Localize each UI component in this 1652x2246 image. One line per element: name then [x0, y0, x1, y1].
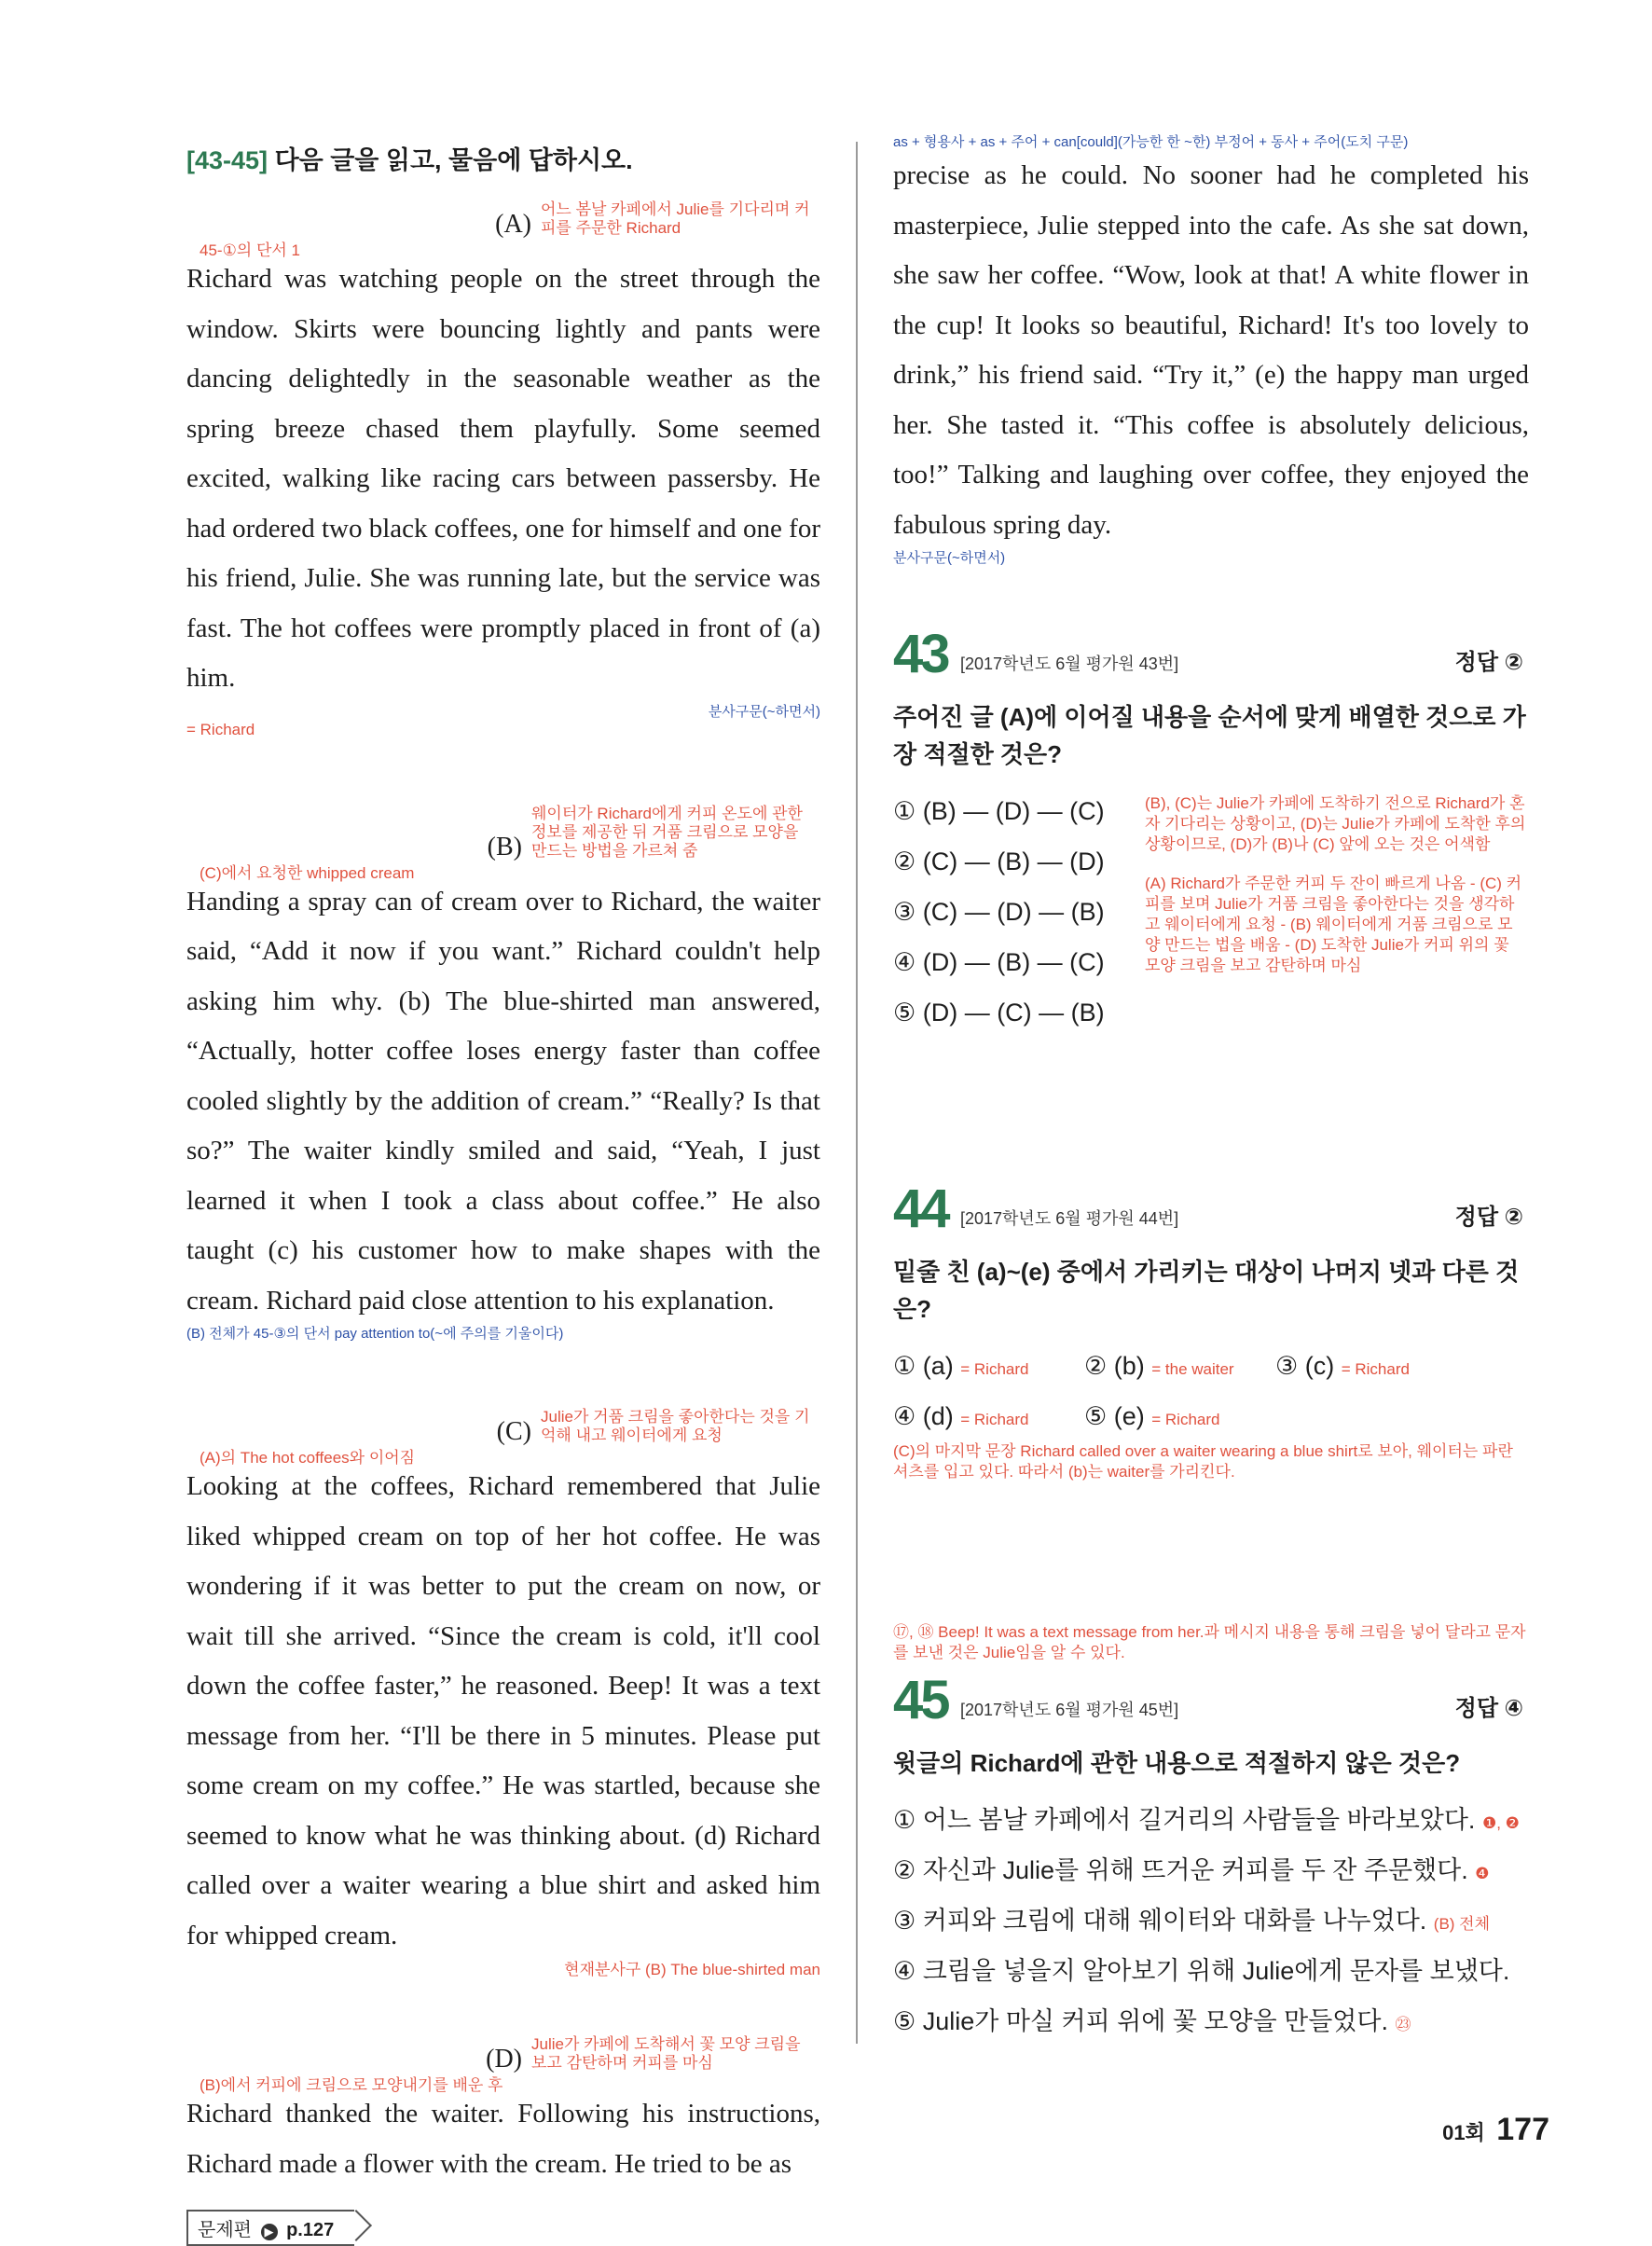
- ann-c1: (A)의 The hot coffees와 이어짐: [200, 1449, 416, 1467]
- ref-label: 문제편: [198, 2220, 252, 2240]
- ann-b10: (B) 전체가 45-③의 단서 pay attention to(~에 주의를 기울이다): [186, 1326, 564, 1342]
- ann-d8: 분사구문(~하면서): [893, 550, 1006, 566]
- q45-question: 윗글의 Richard에 관한 내용으로 적절하지 않은 것은?: [893, 1749, 1461, 1777]
- page-footer: [1442, 2112, 1549, 2148]
- text-d-right: precise as he could. No sooner had he completed his masterpiece, Julie stepped into the cafe. As she sat down, she saw her coffee. “Wow, look at that! A white flower in the cup! It looks so beautiful, Richard! It's too lovely to drink,” his friend said. “Try it,” (e) the happy man urged her. She tasted it. “This coffee is absolutely delicious, too!” Talking and laughing over coffee, they enjoyed the fabulous spring day.: [893, 160, 1529, 540]
- q44-number: 44: [893, 1178, 948, 1239]
- question-45: [893, 1669, 1529, 2046]
- q44-option-3[interactable]: ③ (c) = Richard: [1275, 1352, 1410, 1380]
- q45-option-3[interactable]: ③ 커피와 크림에 대해 웨이터와 대화를 나누었다. (B) 전체: [893, 1907, 1491, 1935]
- q43-option-3[interactable]: ③ (C) — (D) — (B): [893, 898, 1105, 926]
- instruction: 다음 글을 읽고, 물음에 답하시오.: [274, 146, 633, 174]
- q45-source: [2017학년도 6월 평가원 45번]: [960, 1701, 1179, 1719]
- note-d: Julie가 카페에 도착해서 꽃 모양 크림을 보고 감탄하며 커피를 마심: [531, 2035, 801, 2072]
- ann-d3: as + 형용사 + as + 주어 + can[could](가능한 한 ~한) 부정어 + 동사 + 주어(도치 구문): [893, 134, 1409, 150]
- text-d-left: Richard thanked the waiter. Following his instructions, Richard made a flower with the cream. He tried to be as: [186, 2099, 820, 2179]
- q43-note-2: (A) Richard가 주문한 커피 두 잔이 빠르게 나옴 - (C) 커피를 보며 Julie가 거품 크림을 좋아한다는 것을 생각하고 웨이터에게 요청 - (B) 웨이터에게 거품 크림으로 모양 만드는 법을 배움 - (D) 도착한 Julie가 커피 위의 꽃 모양 크림을 보고 감탄하며 마심: [1145, 875, 1522, 974]
- q43-note-1: (B), (C)는 Julie가 카페에 도착하기 전으로 Richard가 혼자 기다리는 상황이고, (D)는 Julie가 카페에 도착한 후의 상황이므로, (D)가 (B)나 (C) 앞에 오는 것은 어색함: [1145, 794, 1526, 853]
- paragraph-d-left: [186, 2035, 820, 2189]
- ann-b1: (C)에서 요청한 whipped cream: [200, 863, 415, 882]
- passage-heading: [186, 140, 820, 176]
- question-43: [893, 623, 1529, 1038]
- problem-reference[interactable]: [186, 2210, 354, 2246]
- question-range: [43-45]: [186, 146, 268, 174]
- ann-a8: = Richard: [186, 720, 255, 738]
- q44-option-2[interactable]: ② (b) = the waiter: [1084, 1352, 1234, 1380]
- q43-option-1[interactable]: ① (B) — (D) — (C): [893, 797, 1105, 825]
- q44-question: 밑줄 친 (a)~(e) 중에서 가리키는 대상이 나머지 넷과 다른 것은?: [893, 1258, 1520, 1323]
- text-a: Richard was watching people on the street through the window. Skirts were bouncing lightly and pants were dancing delightedly in the seasonable weather as the spring breeze chased them playfully. Some seemed excited, walking like racing cars between passersby. He had ordered two black coffees, one for himself and one for his friend, Julie. She was running late, but the service was fast. The hot coffees were promptly placed in front of (a) him.: [186, 264, 820, 693]
- arrow-right-icon: ▶: [261, 2224, 278, 2240]
- round-label: 01회: [1442, 2121, 1485, 2144]
- q44-answer: 정답 ②: [1454, 1205, 1523, 1230]
- paragraph-a: [186, 200, 820, 739]
- note-a: 어느 봄날 카페에서 Julie를 기다리며 커피를 주문한 Richard: [541, 200, 810, 237]
- q44-note: (C)의 마지막 문장 Richard called over a waiter wearing a blue shirt로 보아, 웨이터는 파란 셔츠를 입고 있다. 따라서 (b)는 waiter를 가리킨다.: [893, 1442, 1513, 1481]
- ann-c9: 현재분사구 (B) The blue-shirted man: [564, 1961, 820, 1978]
- label-d: (D): [486, 2045, 522, 2074]
- q44-option-4[interactable]: ④ (d) = Richard: [893, 1402, 1029, 1430]
- text-c: Looking at the coffees, Richard remembered that Julie liked whipped cream on top of her hot coffee. He was wondering if it was better to put the cream on now, or wait till she arrived. “Since the cream is cold, it'll cool down the coffee faster,” he reasoned. Beep! It was a text message from her. “I'll be there in 5 minutes. Please put some cream on my coffee.” He was startled, because she seemed to know what he was thinking about. (d) Richard called over a waiter wearing a blue shirt and asked him for whipped cream.: [186, 1471, 820, 1950]
- right-column: [893, 134, 1529, 2046]
- paragraph-b: [186, 805, 820, 1343]
- text-b: Handing a spray can of cream over to Richard, the waiter said, “Add it now if you want.” Richard couldn't help asking him why. (b) The blue-shirted man answered, “Actually, hotter coffee loses energy faster than coffee cooled slightly by the addition of cream.” “Really? Is that so?” The waiter kindly smiled and said, “Yeah, I just learned it when I took a class about coffee.” He also taught (c) his customer how to make shapes with the cream. Richard paid close attention to his explanation.: [186, 886, 820, 1316]
- q45-option-4[interactable]: ④ 크림을 넣을지 알아보기 위해 Julie에게 문자를 보냈다.: [893, 1957, 1510, 1985]
- q43-source: [2017학년도 6월 평가원 43번]: [960, 655, 1179, 673]
- ann-a1: 45-①의 단서 1: [200, 241, 300, 259]
- label-a: (A): [495, 210, 531, 239]
- q43-number: 43: [893, 624, 948, 684]
- q44-source: [2017학년도 6월 평가원 44번]: [960, 1209, 1179, 1228]
- paragraph-c: [186, 1408, 820, 1979]
- q43-option-5[interactable]: ⑤ (D) — (C) — (B): [893, 999, 1105, 1027]
- label-c: (C): [496, 1417, 531, 1446]
- ann-d1: (B)에서 커피에 크림으로 모양내기를 배운 후: [200, 2076, 503, 2094]
- page-number: 177: [1496, 2112, 1549, 2147]
- q45-pre-note: ⑰, ⑱ Beep! It was a text message from her.과 메시지 내용을 통해 크림을 넣어 달라고 문자를 보낸 것은 Julie임을 알 수 있다.: [893, 1623, 1526, 1661]
- ref-page: p.127: [286, 2220, 335, 2240]
- q43-option-4[interactable]: ④ (D) — (B) — (C): [893, 948, 1105, 976]
- column-divider: [856, 142, 858, 2044]
- q43-question: 주어진 글 (A)에 이어질 내용을 순서에 맞게 배열한 것으로 가장 적절한 것은?: [893, 703, 1526, 768]
- note-c: Julie가 거품 크림을 좋아한다는 것을 기억해 내고 웨이터에게 요청: [541, 1408, 810, 1444]
- question-44: [893, 1178, 1529, 1482]
- q43-option-2[interactable]: ② (C) — (B) — (D): [893, 847, 1105, 875]
- q45-number: 45: [893, 1670, 948, 1730]
- q45-option-2[interactable]: ② 자신과 Julie를 위해 뜨거운 커피를 두 잔 주문했다. ❹: [893, 1856, 1490, 1884]
- label-b: (B): [487, 832, 522, 861]
- q44-option-1[interactable]: ① (a) = Richard: [893, 1352, 1029, 1380]
- note-b: 웨이터가 Richard에게 커피 온도에 관한 정보를 제공한 뒤 거품 크림으로 모양을 만드는 방법을 가르쳐 줌: [531, 804, 803, 860]
- q43-answer: 정답 ②: [1454, 650, 1523, 675]
- left-column: [186, 140, 820, 2246]
- ann-a4: 분사구문(~하면서): [708, 703, 820, 720]
- q45-answer: 정답 ④: [1454, 1696, 1523, 1721]
- q45-option-1[interactable]: ① 어느 봄날 카페에서 길거리의 사람들을 바라보았다. ❶, ❷: [893, 1806, 1520, 1834]
- q45-option-5[interactable]: ⑤ Julie가 마실 커피 위에 꽃 모양을 만들었다. ㉓: [893, 2007, 1411, 2035]
- q44-option-5[interactable]: ⑤ (e) = Richard: [1084, 1402, 1220, 1430]
